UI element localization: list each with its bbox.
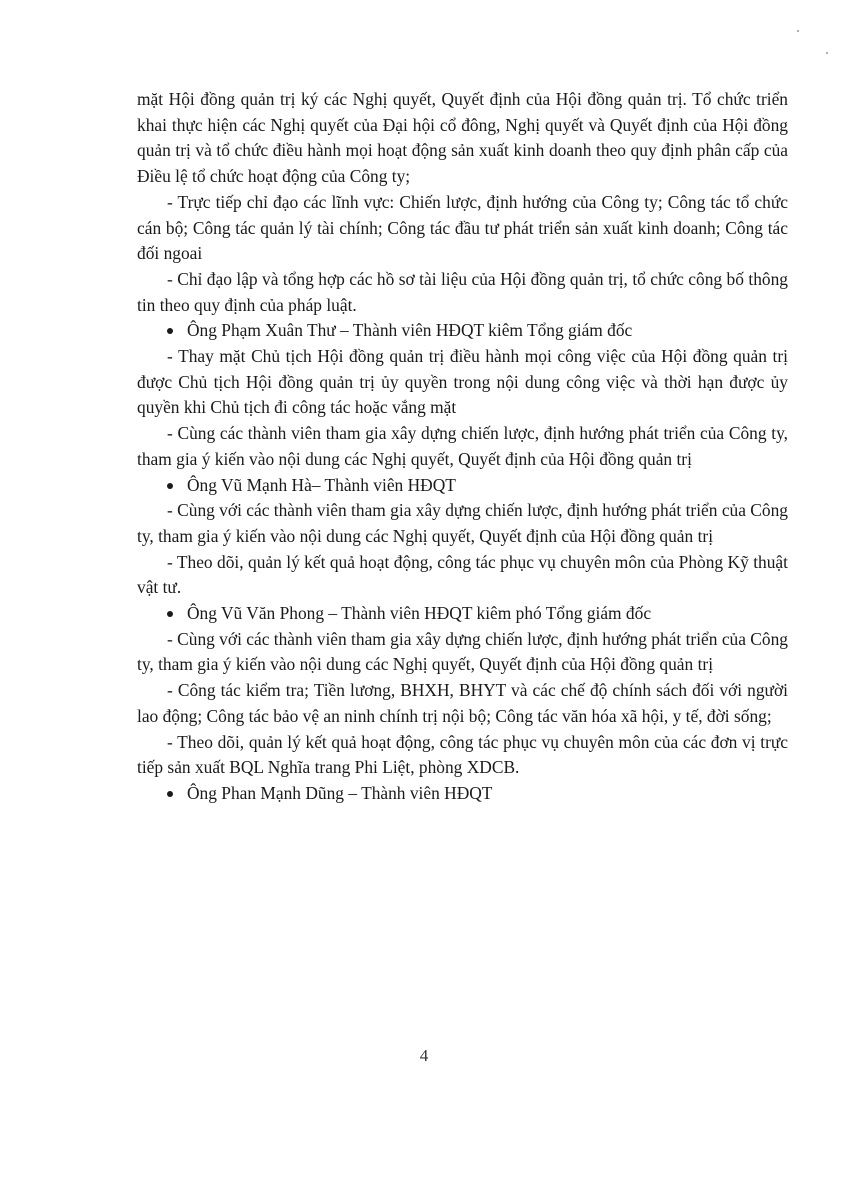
bullet-text: Ông Phan Mạnh Dũng – Thành viên HĐQT [187,782,493,803]
dash-paragraph: - Theo dõi, quản lý kết quả hoạt động, công tác phục vụ chuyên môn của các đơn vị trực tiếp sản xuất BQL Nghĩa trang Phi Liệt, phòng XDCB. [137,731,788,778]
bullet-item [137,318,788,344]
scan-speck [797,30,799,32]
bullet-icon [167,611,173,617]
bullet-item [137,473,788,499]
dash-paragraph: - Công tác kiểm tra; Tiền lương, BHXH, BHYT và các chế độ chính sách đối với người lao động; Công tác bảo vệ an ninh chính trị nội bộ; Công tác văn hóa xã hội, y tế, đời sống; [137,680,788,726]
dash-paragraph: - Cùng với các thành viên tham gia xây dựng chiến lược, định hướng phát triển của Công ty, tham gia ý kiến vào nội dung các Nghị quyết, Quyết định của Hội đồng quản trị [137,628,788,675]
scan-speck [826,52,828,54]
document-body [137,87,788,807]
bullet-text: Ông Phạm Xuân Thư – Thành viên HĐQT kiêm Tổng giám đốc [187,320,633,341]
bullet-text: Ông Vũ Văn Phong – Thành viên HĐQT kiêm phó Tổng giám đốc [187,603,652,624]
bullet-text: Ông Vũ Mạnh Hà– Thành viên HĐQT [187,474,456,495]
bullet-icon [167,483,173,489]
paragraph: mặt Hội đồng quản trị ký các Nghị quyết, Quyết định của Hội đồng quản trị. Tổ chức triển khai thực hiện các Nghị quyết của Đại hội cổ đông, Nghị quyết và Quyết định của Hội đồng quản trị và tổ chức điều hành mọi hoạt động sản xuất kinh doanh theo quy định phân cấp của Điều lệ tổ chức hoạt động của Công ty; [137,89,788,187]
bullet-item [137,781,788,807]
dash-paragraph: - Cùng các thành viên tham gia xây dựng chiến lược, định hướng phát triển của Công ty, tham gia ý kiến vào nội dung các Nghị quyết, Quyết định của Hội đồng quản trị [137,423,788,469]
bullet-icon [167,328,173,334]
page-number: 4 [419,1046,429,1065]
bullet-item [137,601,788,627]
dash-paragraph: - Cùng với các thành viên tham gia xây dựng chiến lược, định hướng phát triển của Công ty, tham gia ý kiến vào nội dung các Nghị quyết, Quyết định của Hội đồng quản trị [137,500,788,546]
bullet-icon [167,791,173,797]
dash-paragraph: - Theo dõi, quản lý kết quả hoạt động, công tác phục vụ chuyên môn của Phòng Kỹ thuật vật tư. [137,551,788,598]
dash-paragraph: - Chỉ đạo lập và tổng hợp các hồ sơ tài liệu của Hội đồng quản trị, tổ chức công bố thông tin theo quy định của pháp luật. [137,268,788,315]
dash-paragraph: - Trực tiếp chỉ đạo các lĩnh vực: Chiến lược, định hướng của Công ty; Công tác tổ chức cán bộ; Công tác quản lý tài chính; Công tác đầu tư phát triển sản xuất kinh doanh; Công tác đối ngoai [137,191,788,264]
dash-paragraph: - Thay mặt Chủ tịch Hội đồng quản trị điều hành mọi công việc của Hội đồng quản trị được Chủ tịch Hội đồng quản trị ủy quyền trong nội dung công việc và thời hạn được ủy quyền khi Chủ tịch đi công tác hoặc vắng mặt [137,346,788,418]
